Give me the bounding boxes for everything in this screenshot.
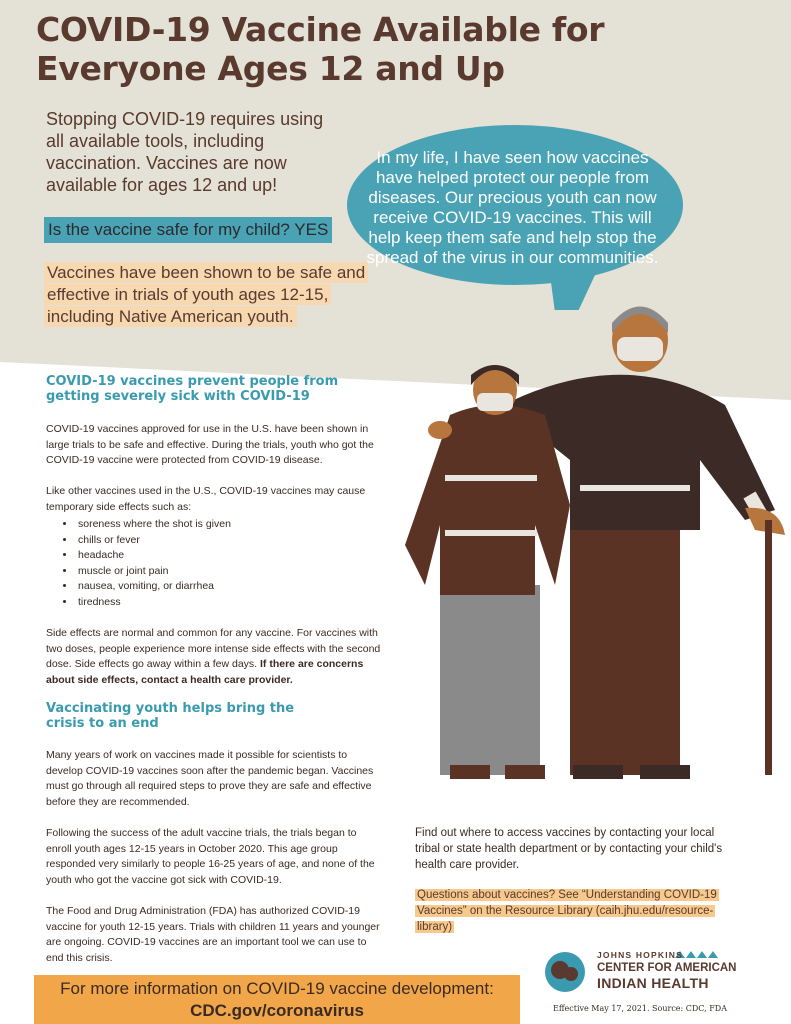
effective-date: Effective May 17, 2021. Source: CDC, FDA (553, 1004, 727, 1013)
cdc-info-text: For more information on COVID-19 vaccine development: (60, 979, 494, 998)
title-line-1: COVID-19 Vaccine Available for (36, 10, 605, 49)
find-vaccines-text: Find out where to access vaccines by contacting your local tribal or state health department or by contacting your child's health care provider. (415, 827, 723, 871)
section1-paragraph-1: COVID-19 vaccines approved for use in the U.S. have been shown in large trials to be safe and effective. During the trials, youth who got the COVID-19 vaccine were protected from COVID-19 disease. (46, 423, 374, 466)
list-item: • headache (76, 548, 231, 564)
side-effects-list (62, 517, 231, 610)
list-item: • muscle or joint pain (76, 564, 231, 580)
list-item: • soreness where the shot is given (76, 517, 231, 533)
section2-paragraph-1: Many years of work on vaccines made it possible for scientists to develop COVID-19 vaccines soon after the pandemic began. Vaccines must go through all required steps to prove they are safe and effective before they are recommended. (46, 749, 374, 808)
safety-answer: Vaccines have been shown to be safe and effective in trials of youth ages 12-15, including Native American youth. (44, 262, 368, 327)
side-effects-advice: If there are concerns about side effects, contact a health care provider. (46, 658, 364, 686)
youth-figure (405, 365, 570, 779)
section-heading-crisis: Vaccinating youth helps bring the crisis to an end (46, 701, 295, 731)
list-item: • tiredness (76, 595, 231, 611)
elder-and-youth-illustration (395, 295, 791, 800)
section-heading-prevent: COVID-19 vaccines prevent people from getting severely sick with COVID-19 (46, 374, 339, 404)
list-item: • nausea, vomiting, or diarrhea (76, 579, 231, 595)
logo-line-3: INDIAN HEALTH (597, 975, 709, 991)
section1-paragraph-3: Side effects are normal and common for any vaccine. For vaccines with two doses, people experience more intense side effects with the second dose. Side effects go away within a few days. If there are concerns about side effects, contact a health care provider. (46, 627, 381, 686)
safety-answer-box (44, 262, 374, 328)
section1-paragraph-2: Like other vaccines used in the U.S., COVID-19 vaccines may cause temporary side effects such as: (46, 485, 366, 513)
logo-line-2: CENTER FOR AMERICAN (597, 962, 737, 974)
questions-text: Questions about vaccines? See “Understanding COVID-19 Vaccines” on the Resource Library (caih.jhu.edu/resource-library) (417, 889, 717, 933)
questions-box (415, 887, 735, 935)
title-line-2: Everyone Ages 12 and Up (36, 49, 505, 88)
logo-line-1: JOHNS HOPKINS (597, 950, 683, 960)
cdc-link[interactable]: CDC.gov/coronavirus (190, 1001, 364, 1020)
safety-question: Is the vaccine safe for my child? YES (44, 217, 332, 243)
page-title (36, 10, 604, 88)
section2-paragraph-2: Following the success of the adult vaccine trials, the trials began to enroll youth ages 12-15 years in October 2020. This age group responded very similarly to people 16-25 years of age, and none of the youth who got the vaccine got sick with COVID-19. (46, 827, 375, 886)
list-item: • chills or fever (76, 533, 231, 549)
elder-quote: In my life, I have seen how vaccines have helped protect our people from diseases. Our precious youth can now receive COVID-19 vaccines. This will help keep them safe and help stop the spread of the virus in our communities. (366, 148, 659, 267)
section2-paragraph-3: The Food and Drug Administration (FDA) has authorized COVID-19 vaccine for youth 12-15 years. Trials with children 11 years and younger are ongoing. COVID-19 vaccines are an important tool we can use to end this crisis. (46, 905, 380, 964)
intro-text: Stopping COVID-19 requires using all available tools, including vaccination. Vaccines are now available for ages 12 and up! (46, 109, 324, 195)
cdc-info-banner (34, 975, 520, 1024)
